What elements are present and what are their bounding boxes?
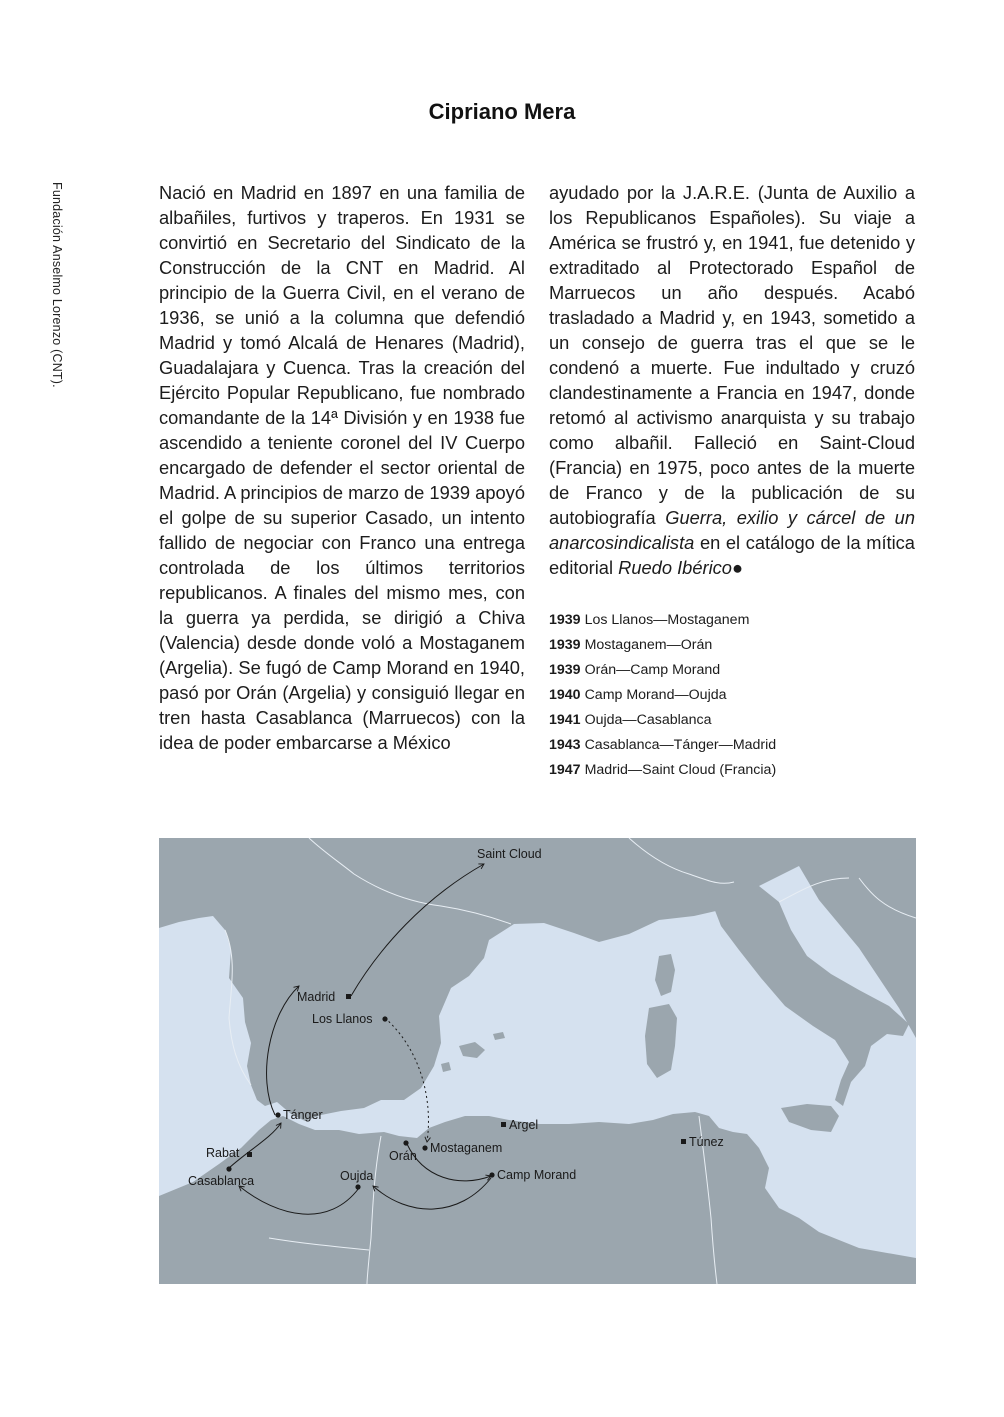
timeline-list: [549, 608, 929, 783]
tanger-marker: [275, 1112, 280, 1117]
map-svg: [159, 838, 916, 1284]
timeline-route: Los Llanos—Mostaganem: [584, 612, 750, 628]
timeline-item: [549, 733, 929, 758]
casablanca-marker: [226, 1166, 231, 1171]
camp-morand-marker: [489, 1172, 494, 1177]
label-tunez: Túnez: [689, 1135, 724, 1149]
publisher-name: Ruedo Ibérico: [618, 557, 732, 578]
body-paragraph-right: [549, 180, 915, 580]
timeline-year: 1941: [549, 712, 581, 728]
label-mostaganem: Mostaganem: [430, 1141, 503, 1155]
timeline-year: 1939: [549, 612, 581, 628]
timeline-item: [549, 658, 929, 683]
timeline-route: Camp Morand—Oujda: [584, 687, 727, 703]
timeline-route: Oujda—Casablanca: [584, 712, 712, 728]
rabat-marker: [247, 1152, 252, 1157]
label-saint-cloud: Saint Cloud: [477, 847, 542, 861]
body-paragraph-left: Nació en Madrid en 1897 en una familia de albañiles, furtivos y traperos. En 1931 se convirtió en Secretario del Sindicato de la Construcción de la CNT en Madrid. Al principio de la Guerra Civil, en el verano de 1936, se unió a la columna que defendió Madrid y tomó Alcalá de Henares (Madrid), Guadalajara y Cuenca. Tras la creación del Ejército Popular Republicano, fue nombrado comandante de la 14ª División y en 1938 fue ascendido a teniente coronel del IV Cuerpo encargado de defender el sector oriental de Madrid. A principios de marzo de 1939 apoyó el golpe de su superior Casado, un intento fallido de negociar con Franco una entrega controlada de los últimos territorios republicanos. A finales del mismo mes, con la guerra ya perdida, se dirigió a Chiva (Valencia) desde donde voló a Mostaganem (Argelia). Se fugó de Camp Morand en 1940, pasó por Orán (Argelia) y consiguió llegar en tren hasta Casablanca (Marruecos) con la idea de poder embarcarse a México: [159, 182, 525, 753]
route-map: [159, 838, 916, 1284]
book-title: Guerra, exilio y cárcel de un anarcosindicalista: [549, 507, 915, 553]
label-casablanca: Casablanca: [188, 1174, 255, 1188]
timeline-route: Casablanca—Tánger—Madrid: [584, 737, 777, 753]
body-text-right-2: en el catálogo de la mítica editorial: [549, 532, 915, 578]
timeline-year: 1940: [549, 687, 581, 703]
timeline-item: [549, 758, 929, 783]
oran-marker: [403, 1140, 408, 1145]
timeline-item: [549, 608, 929, 633]
body-text-right-1: ayudado por la J.A.R.E. (Junta de Auxilio a los Republicanos Españoles). Su viaje a América se frustró y, en 1941, fue detenido y extraditado al Protectorado Español de Marruecos un año después. Acabó trasladado a Madrid y, en 1943, sometido a un consejo de guerra tras el que se le condenó a muerte. Fue indultado y cruzó clandestinamente a Francia en 1947, donde retomó al activismo anarquista y su trabajo como albañil. Falleció en Saint-Cloud (Francia) en 1975, poco antes de la muerte de Franco y de la publicación de su autobiografía: [549, 182, 915, 528]
label-los-llanos: Los Llanos: [312, 1012, 373, 1026]
label-tanger: Tánger: [283, 1108, 323, 1122]
timeline-route: Orán—Camp Morand: [584, 662, 721, 678]
label-argel: Argel: [509, 1118, 539, 1132]
timeline-year: 1947: [549, 762, 581, 778]
timeline-route: Madrid—Saint Cloud (Francia): [584, 762, 777, 778]
label-madrid: Madrid: [297, 990, 336, 1004]
timeline-year: 1939: [549, 637, 581, 653]
label-oujda: Oujda: [340, 1169, 374, 1183]
oujda-marker: [355, 1184, 360, 1189]
timeline-year: 1943: [549, 737, 581, 753]
timeline-item: [549, 633, 929, 658]
side-credit: Fundación Anselmo Lorenzo (CNT).: [50, 182, 64, 388]
argel-marker: [501, 1122, 506, 1127]
timeline-item: [549, 683, 929, 708]
body-column-left: [159, 180, 525, 755]
body-column-right: [549, 180, 915, 580]
mostaganem-marker: [422, 1145, 427, 1150]
los-llanos-marker: [382, 1016, 387, 1021]
label-rabat: Rabat: [206, 1146, 240, 1160]
timeline-item: [549, 708, 929, 733]
madrid-marker: [346, 994, 351, 999]
page-title: Cipriano Mera: [428, 99, 576, 124]
label-camp-morand: Camp Morand: [497, 1168, 577, 1182]
tunez-marker: [681, 1139, 686, 1144]
timeline-year: 1939: [549, 662, 581, 678]
end-mark: ●: [731, 557, 743, 578]
label-oran: Orán: [389, 1149, 417, 1163]
timeline-route: Mostaganem—Orán: [584, 637, 713, 653]
